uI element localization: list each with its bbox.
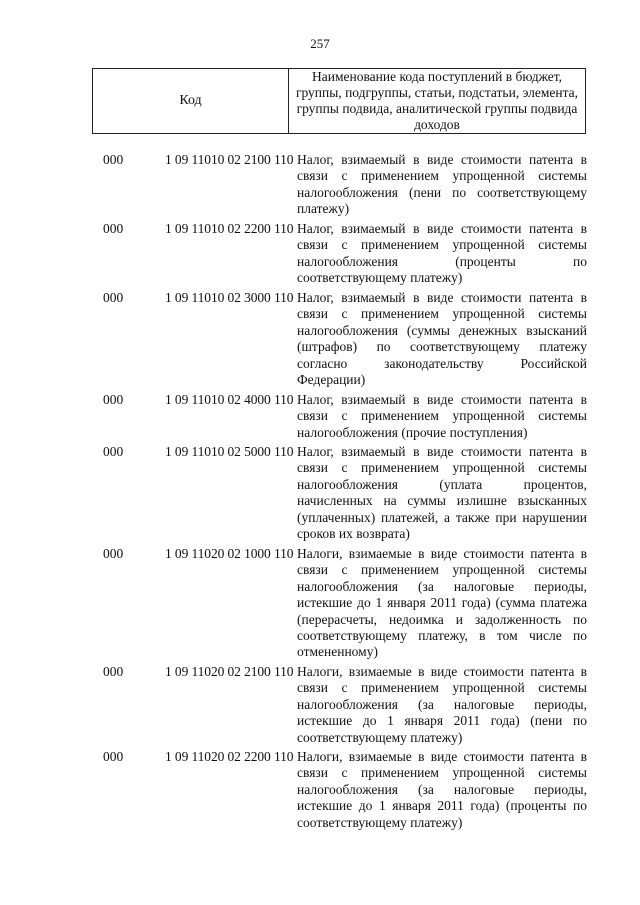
table-row	[0, 444, 640, 545]
table-row	[0, 392, 640, 443]
page-number: 257	[310, 36, 330, 51]
table-row	[0, 221, 640, 289]
header-name-cell: Наименование кода поступлений в бюджет, группы, подгруппы, статьи, подстатьи, элемента, группы подвида, аналитической группы подвида доходов	[295, 69, 579, 132]
code-description: Налог, взимаемый в виде стоимости патента в связи с применением упрощенной системы налогообложения (прочие поступления)	[297, 392, 587, 440]
table-row	[0, 290, 640, 391]
admin-code: 000	[103, 290, 124, 305]
code-description: Налог, взимаемый в виде стоимости патента в связи с применением упрощенной системы налогообложения (проценты по соответствующему платежу)	[297, 221, 587, 286]
code-description: Налог, взимаемый в виде стоимости патента в связи с применением упрощенной системы налогообложения (уплата процентов, начисленных на суммы излишне взысканных (уплаченных) платежей, а также при нарушении сроков их возврата)	[297, 444, 587, 542]
admin-code: 000	[103, 152, 124, 167]
admin-code: 000	[103, 221, 124, 236]
admin-code: 000	[103, 664, 124, 679]
admin-code: 000	[103, 392, 124, 407]
code-description: Налоги, взимаемые в виде стоимости патента в связи с применением упрощенной системы налогообложения (за налоговые периоды, истекшие до 1 января 2011 года) (проценты по соответствующему платежу)	[297, 749, 587, 830]
budget-code: 1 09 11020 02 2100 110	[165, 664, 294, 679]
budget-code: 1 09 11010 02 3000 110	[165, 290, 294, 305]
budget-code: 1 09 11020 02 2200 110	[165, 749, 294, 764]
income-codes-list	[0, 152, 640, 834]
table-row	[0, 546, 640, 663]
budget-code: 1 09 11010 02 5000 110	[165, 444, 294, 459]
budget-code: 1 09 11010 02 2200 110	[165, 221, 294, 236]
header-code-cell: Код	[93, 69, 289, 133]
budget-code: 1 09 11010 02 2100 110	[165, 152, 294, 167]
budget-code: 1 09 11010 02 4000 110	[165, 392, 294, 407]
code-description: Налоги, взимаемые в виде стоимости патента в связи с применением упрощенной системы налогообложения (за налоговые периоды, истекшие до 1 января 2011 года) (сумма платежа (перерасчеты, недоимка и задолженность по соответствующему платежу, в том числе по отмененному)	[297, 546, 587, 660]
code-description: Налог, взимаемый в виде стоимости патента в связи с применением упрощенной системы налогообложения (пени по соответствующему платежу)	[297, 152, 587, 217]
table-header	[92, 68, 586, 134]
budget-code: 1 09 11020 02 1000 110	[165, 546, 294, 561]
table-row	[0, 664, 640, 748]
code-description: Налог, взимаемый в виде стоимости патента в связи с применением упрощенной системы налогообложения (суммы денежных взысканий (штрафов) по соответствующему платежу согласно законодательству Российской Федерации)	[297, 290, 587, 388]
table-row	[0, 152, 640, 220]
admin-code: 000	[103, 546, 124, 561]
table-row	[0, 749, 640, 833]
admin-code: 000	[103, 444, 124, 459]
code-description: Налоги, взимаемые в виде стоимости патента в связи с применением упрощенной системы налогообложения (за налоговые периоды, истекшие до 1 января 2011 года) (пени по соответствующему платежу)	[297, 664, 587, 745]
admin-code: 000	[103, 749, 124, 764]
